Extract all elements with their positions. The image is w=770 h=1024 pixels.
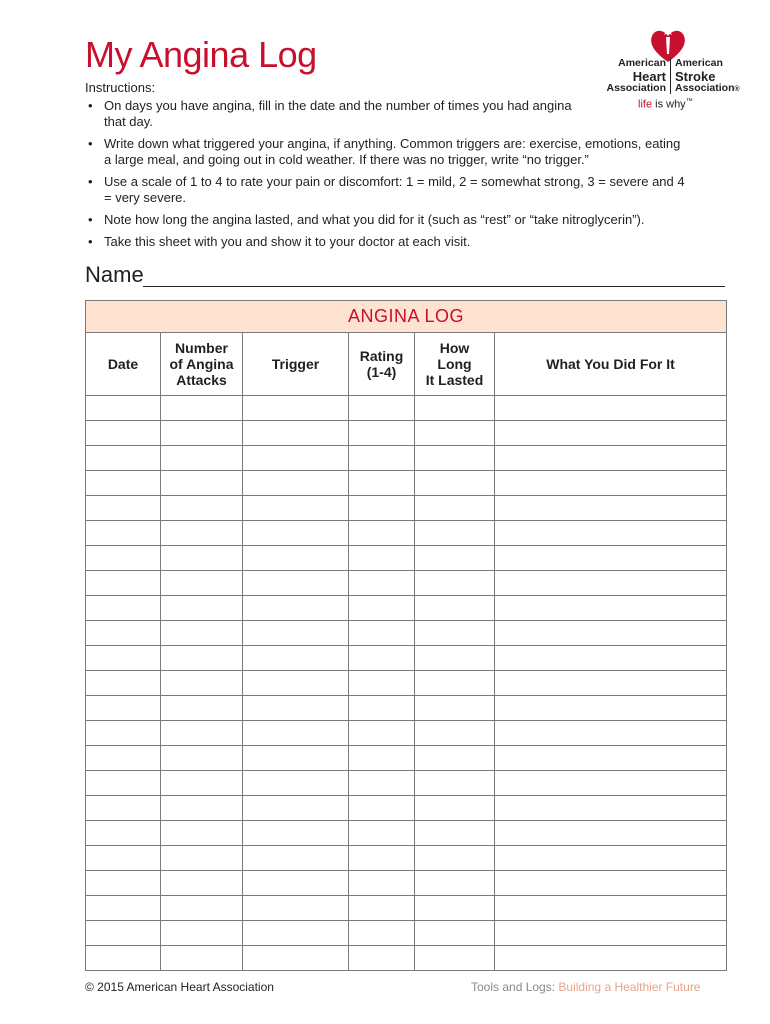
log-cell[interactable] (415, 771, 495, 796)
log-cell[interactable] (161, 596, 243, 621)
log-cell[interactable] (243, 721, 349, 746)
log-cell[interactable] (495, 446, 727, 471)
log-cell[interactable] (86, 746, 161, 771)
log-cell[interactable] (86, 546, 161, 571)
log-cell[interactable] (161, 846, 243, 871)
log-cell[interactable] (349, 921, 415, 946)
log-cell[interactable] (495, 696, 727, 721)
log-cell[interactable] (349, 496, 415, 521)
log-cell[interactable] (415, 721, 495, 746)
name-field[interactable] (85, 262, 725, 290)
instructions-heading: Instructions: (85, 80, 156, 95)
log-cell[interactable] (86, 396, 161, 421)
logo-tagline: life is why™ (638, 98, 693, 111)
bullet-icon: • (88, 136, 93, 151)
log-cell[interactable] (495, 646, 727, 671)
log-cell[interactable] (243, 521, 349, 546)
copyright: © 2015 American Heart Association (85, 980, 274, 994)
log-row (86, 446, 727, 471)
log-cell[interactable] (86, 446, 161, 471)
log-row (86, 696, 727, 721)
log-cell[interactable] (415, 646, 495, 671)
bullet-icon: • (88, 174, 93, 189)
log-cell[interactable] (86, 946, 161, 971)
log-row (86, 621, 727, 646)
log-cell[interactable] (161, 796, 243, 821)
log-cell[interactable] (86, 921, 161, 946)
log-cell[interactable] (86, 646, 161, 671)
log-cell[interactable] (243, 796, 349, 821)
log-cell[interactable] (349, 896, 415, 921)
log-cell[interactable] (349, 696, 415, 721)
log-cell[interactable] (86, 596, 161, 621)
log-cell[interactable] (495, 821, 727, 846)
log-cell[interactable] (349, 596, 415, 621)
log-cell[interactable] (86, 671, 161, 696)
log-cell[interactable] (86, 871, 161, 896)
log-cell[interactable] (495, 571, 727, 596)
log-row (86, 846, 727, 871)
page-title: My Angina Log (85, 34, 317, 75)
log-cell[interactable] (243, 821, 349, 846)
log-cell[interactable] (243, 921, 349, 946)
name-label: Name (85, 262, 144, 287)
log-cell[interactable] (415, 621, 495, 646)
log-cell[interactable] (86, 796, 161, 821)
log-row (86, 521, 727, 546)
log-cell[interactable] (415, 696, 495, 721)
log-cell[interactable] (161, 621, 243, 646)
log-row (86, 571, 727, 596)
col-header-attacks: Number of Angina Attacks (161, 333, 243, 396)
log-cell[interactable] (161, 946, 243, 971)
log-cell[interactable] (161, 646, 243, 671)
log-cell[interactable] (495, 846, 727, 871)
log-cell[interactable] (243, 846, 349, 871)
log-cell[interactable] (415, 896, 495, 921)
log-row (86, 596, 727, 621)
log-row (86, 471, 727, 496)
log-row (86, 746, 727, 771)
log-cell[interactable] (349, 521, 415, 546)
log-cell[interactable] (349, 671, 415, 696)
log-cell[interactable] (86, 521, 161, 546)
log-row (86, 721, 727, 746)
instructions-section (85, 80, 685, 256)
log-cell[interactable] (243, 871, 349, 896)
log-cell[interactable] (495, 521, 727, 546)
log-cell[interactable] (349, 571, 415, 596)
log-row (86, 796, 727, 821)
log-row (86, 671, 727, 696)
log-row (86, 396, 727, 421)
log-cell[interactable] (161, 746, 243, 771)
series-footer: Tools and Logs: Building a Healthier Future (471, 980, 701, 994)
log-header-row (86, 333, 727, 396)
log-cell[interactable] (349, 846, 415, 871)
log-cell[interactable] (495, 871, 727, 896)
log-cell[interactable] (243, 771, 349, 796)
log-cell[interactable] (161, 521, 243, 546)
log-cell[interactable] (495, 496, 727, 521)
log-cell[interactable] (349, 771, 415, 796)
log-cell[interactable] (243, 621, 349, 646)
log-cell[interactable] (415, 421, 495, 446)
log-cell[interactable] (161, 696, 243, 721)
log-cell[interactable] (495, 396, 727, 421)
instruction-item: • Take this sheet with you and show it to your doctor at each visit. (88, 234, 471, 249)
log-cell[interactable] (349, 471, 415, 496)
log-cell[interactable] (349, 446, 415, 471)
log-cell[interactable] (243, 946, 349, 971)
instructions-list (85, 98, 685, 250)
col-header-duration: How Long It Lasted (415, 333, 495, 396)
log-cell[interactable] (349, 871, 415, 896)
log-cell[interactable] (161, 571, 243, 596)
log-cell[interactable] (495, 596, 727, 621)
log-cell[interactable] (415, 596, 495, 621)
log-cell[interactable] (243, 746, 349, 771)
log-row (86, 546, 727, 571)
bullet-icon: • (88, 212, 93, 227)
col-header-date: Date (86, 333, 161, 396)
log-cell[interactable] (495, 546, 727, 571)
log-row (86, 946, 727, 971)
log-cell[interactable] (495, 621, 727, 646)
log-cell[interactable] (161, 921, 243, 946)
log-cell[interactable] (349, 746, 415, 771)
log-cell[interactable] (349, 796, 415, 821)
log-cell[interactable] (243, 671, 349, 696)
log-row (86, 821, 727, 846)
log-cell[interactable] (161, 721, 243, 746)
log-row (86, 921, 727, 946)
log-row (86, 421, 727, 446)
log-cell[interactable] (349, 646, 415, 671)
log-cell[interactable] (495, 921, 727, 946)
log-cell[interactable] (415, 946, 495, 971)
log-cell[interactable] (86, 721, 161, 746)
instruction-item: • Write down what triggered your angina, if anything. Common triggers are: exercise, emotions, eating a large meal, and going out in cold weather. If there was no trigger, write “no trigger.” (88, 136, 681, 167)
log-body (86, 396, 727, 971)
log-cell[interactable] (161, 771, 243, 796)
log-cell[interactable] (243, 446, 349, 471)
log-cell[interactable] (415, 396, 495, 421)
col-header-rating: Rating (1-4) (349, 333, 415, 396)
log-cell[interactable] (161, 871, 243, 896)
log-cell[interactable] (243, 696, 349, 721)
log-cell[interactable] (415, 521, 495, 546)
log-cell[interactable] (243, 646, 349, 671)
log-cell[interactable] (86, 471, 161, 496)
log-cell[interactable] (243, 596, 349, 621)
log-cell[interactable] (495, 946, 727, 971)
log-cell[interactable] (415, 496, 495, 521)
log-cell[interactable] (415, 546, 495, 571)
log-cell[interactable] (415, 871, 495, 896)
log-cell[interactable] (161, 421, 243, 446)
log-banner: ANGINA LOG (86, 301, 727, 333)
log-cell[interactable] (161, 821, 243, 846)
log-cell[interactable] (415, 446, 495, 471)
log-cell[interactable] (495, 796, 727, 821)
log-cell[interactable] (161, 396, 243, 421)
aha-wordmark: American Heart Association (606, 57, 666, 94)
log-cell[interactable] (495, 896, 727, 921)
log-cell[interactable] (86, 821, 161, 846)
log-cell[interactable] (243, 421, 349, 446)
log-cell[interactable] (161, 496, 243, 521)
log-cell[interactable] (415, 796, 495, 821)
log-cell[interactable] (415, 471, 495, 496)
log-row (86, 871, 727, 896)
log-cell[interactable] (86, 496, 161, 521)
log-cell[interactable] (243, 496, 349, 521)
log-cell[interactable] (415, 671, 495, 696)
log-cell[interactable] (415, 846, 495, 871)
log-row (86, 771, 727, 796)
log-cell[interactable] (415, 571, 495, 596)
bullet-icon: • (88, 234, 93, 249)
log-row (86, 646, 727, 671)
log-cell[interactable] (495, 721, 727, 746)
log-cell[interactable] (161, 671, 243, 696)
log-cell[interactable] (243, 571, 349, 596)
log-cell[interactable] (86, 696, 161, 721)
log-cell[interactable] (161, 546, 243, 571)
log-cell[interactable] (86, 846, 161, 871)
log-cell[interactable] (349, 396, 415, 421)
asa-wordmark: American Stroke Association® (675, 57, 740, 94)
col-header-action: What You Did For It (495, 333, 727, 396)
log-cell[interactable] (495, 746, 727, 771)
log-cell[interactable] (86, 771, 161, 796)
log-cell[interactable] (86, 421, 161, 446)
log-cell[interactable] (86, 896, 161, 921)
log-cell[interactable] (161, 896, 243, 921)
log-cell[interactable] (495, 471, 727, 496)
log-cell[interactable] (86, 621, 161, 646)
log-cell[interactable] (86, 571, 161, 596)
col-header-trigger: Trigger (243, 333, 349, 396)
log-cell[interactable] (243, 396, 349, 421)
log-cell[interactable] (161, 446, 243, 471)
angina-log-table (85, 300, 727, 971)
log-cell[interactable] (415, 821, 495, 846)
log-cell[interactable] (495, 421, 727, 446)
log-cell[interactable] (349, 721, 415, 746)
log-cell[interactable] (495, 671, 727, 696)
log-cell[interactable] (243, 471, 349, 496)
instruction-item: • On days you have angina, fill in the date and the number of times you had angina that day. (88, 98, 572, 129)
log-cell[interactable] (349, 546, 415, 571)
log-cell[interactable] (415, 921, 495, 946)
log-row (86, 496, 727, 521)
log-cell[interactable] (243, 896, 349, 921)
log-cell[interactable] (161, 471, 243, 496)
log-cell[interactable] (349, 421, 415, 446)
name-write-line[interactable] (143, 286, 725, 287)
log-cell[interactable] (495, 771, 727, 796)
instruction-item: • Use a scale of 1 to 4 to rate your pain or discomfort: 1 = mild, 2 = somewhat strong, 3 = severe and 4 = very severe. (88, 174, 685, 205)
log-cell[interactable] (349, 621, 415, 646)
log-cell[interactable] (243, 546, 349, 571)
bullet-icon: • (88, 98, 93, 113)
log-cell[interactable] (349, 821, 415, 846)
log-row (86, 896, 727, 921)
log-cell[interactable] (415, 746, 495, 771)
instruction-item: • Note how long the angina lasted, and what you did for it (such as “rest” or “take nitroglycerin”). (88, 212, 645, 227)
log-cell[interactable] (349, 946, 415, 971)
